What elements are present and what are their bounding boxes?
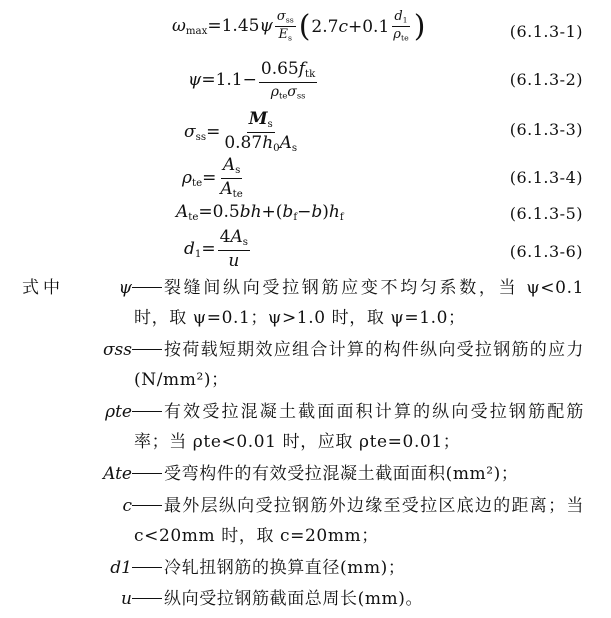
equation-5-formula: $A_{te}=0.5bh+(b_f-b)h_f$ bbox=[176, 202, 344, 224]
equation-4-formula: $\rho_{te}=$ $\frac{A_s}{A_{te}}$ bbox=[182, 155, 243, 200]
equation-2-label: (6.1.3-2) bbox=[509, 70, 583, 89]
definition-symbol: c bbox=[122, 496, 132, 516]
definition-symbol: u bbox=[121, 589, 132, 609]
equation-1-formula: $\omega_{max}=1.45\psi$ $\frac{\sigma_{ss}}{E_s}$ ( 2.7c+0.1 $\frac{d_1}{\rho_{te}}$ ) bbox=[172, 8, 426, 44]
definition-symbol: ρte bbox=[105, 402, 132, 422]
equation-3-label: (6.1.3-3) bbox=[509, 120, 583, 139]
definition-text: 裂缝间纵向受拉钢筋应变不均匀系数，当 ψ<0.1 时，取 ψ=0.1；ψ>1.0 时，取 ψ=1.0； bbox=[134, 278, 584, 328]
equation-5 bbox=[0, 202, 611, 228]
equation-2 bbox=[0, 58, 611, 108]
definition-text: 最外层纵向受拉钢筋外边缘至受拉区底边的距离；当 c<20mm 时，取 c=20mm； bbox=[134, 496, 584, 546]
definition-text: 冷轧扭钢筋的换算直径(mm)； bbox=[164, 558, 406, 578]
definitions-intro: 式中 bbox=[22, 278, 64, 298]
equation-3 bbox=[0, 108, 611, 158]
equation-1 bbox=[0, 8, 611, 56]
equation-6-formula: $d_1=$ $\frac{4A_s}{u}$ bbox=[184, 227, 248, 271]
definition-text: 有效受拉混凝土截面面积计算的纵向受拉钢筋配筋率；当 ρte<0.01 时，应取 ρte=0.01； bbox=[134, 402, 584, 452]
definition-symbol: σss bbox=[102, 340, 132, 360]
equation-2-formula: ψ=1.1− $\frac{0.65f_{tk}}{\rho_{te}\sigma_{ss}}$ bbox=[188, 59, 316, 101]
equation-4 bbox=[0, 156, 611, 202]
definition-text: 受弯构件的有效受拉混凝土截面面积(mm²)； bbox=[164, 464, 519, 484]
equation-6 bbox=[0, 228, 611, 274]
definition-text: 按荷载短期效应组合计算的构件纵向受拉钢筋的应力(N/mm²)； bbox=[134, 340, 584, 390]
definition-symbol: ψ bbox=[118, 278, 132, 298]
definition-text: 纵向受拉钢筋截面总周长(mm)。 bbox=[164, 589, 424, 609]
definition-symbol: Ate bbox=[103, 464, 132, 484]
equation-3-formula: $\sigma_{ss}=$ $\frac{M_s}{0.87h_0A_s}$ bbox=[184, 109, 298, 154]
equation-1-label: (6.1.3-1) bbox=[509, 22, 583, 41]
equation-5-label: (6.1.3-5) bbox=[509, 204, 583, 223]
definition-symbol: d1 bbox=[110, 558, 132, 578]
equation-4-label: (6.1.3-4) bbox=[509, 168, 583, 187]
equation-6-label: (6.1.3-6) bbox=[509, 242, 583, 261]
